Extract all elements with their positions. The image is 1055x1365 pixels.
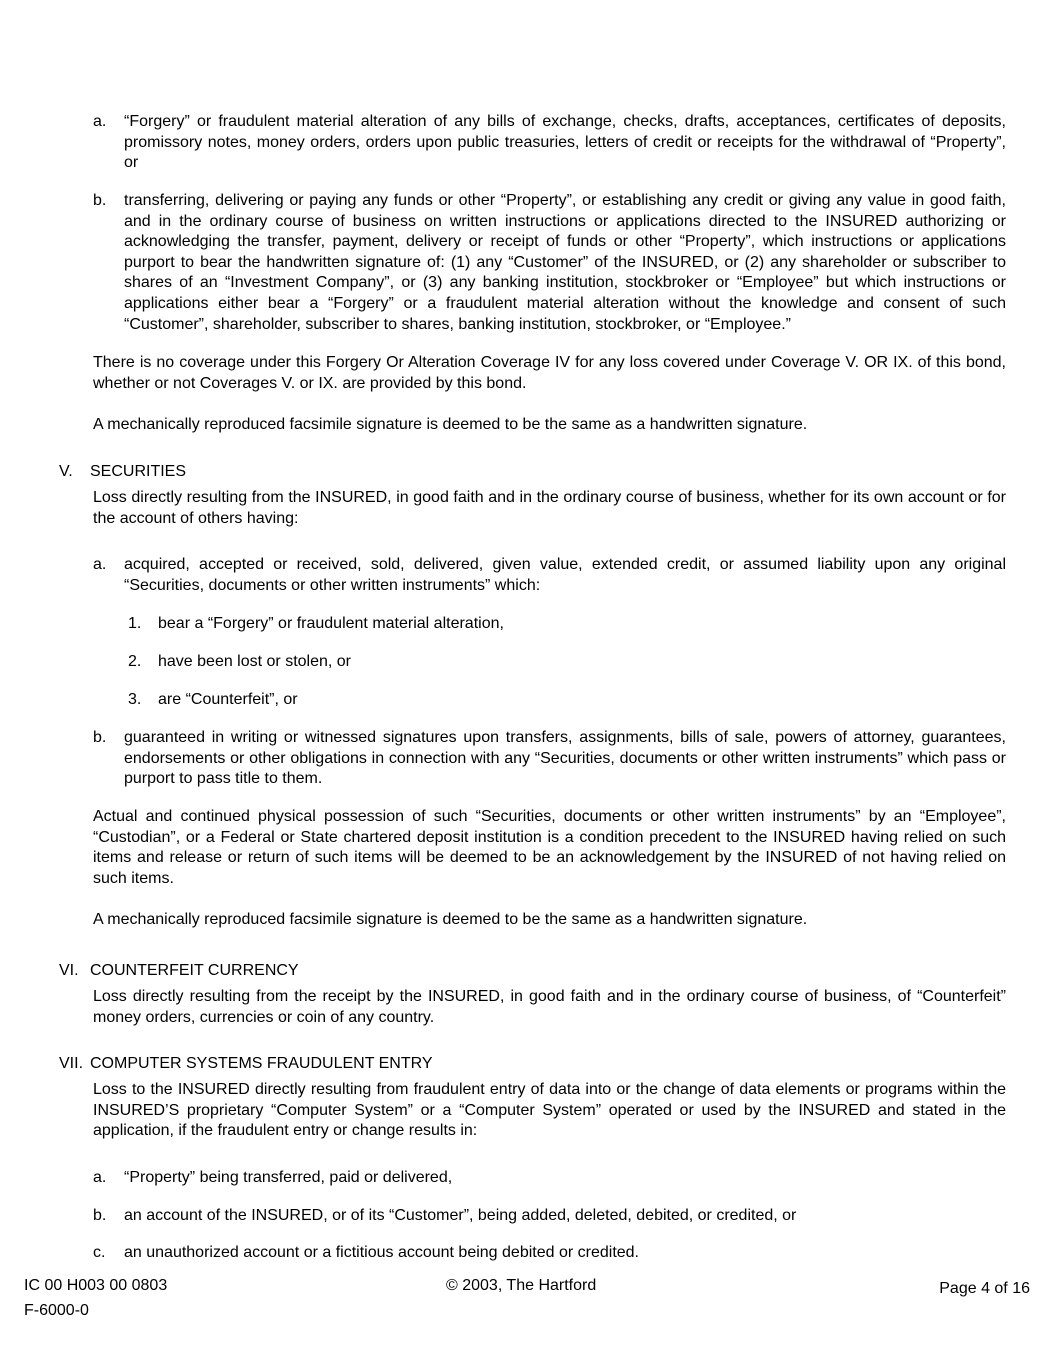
sublist-text: have been lost or stolen, or <box>158 653 352 670</box>
list-label: a. <box>93 113 107 130</box>
list-text: transferring, delivering or paying any funds or other “Property”, or establishing any credit or giving any value in good faith, and in the ordinary course of business on written instructions or applications directed to the INSURED authorizing or acknowledging the transfer, payment, delivery or receipt of funds or other “Property”, which instructions or applications purport to bear the handwritten signature of: (1) any “Customer” of the INSURED, or (2) any shareholder or subscriber to shares of an “Investment Company”, or (3) any banking institution, stockbroker or “Employee” but which instructions or applications either bear a “Forgery” or a fraudulent material alteration without the knowledge and consent of such “Customer”, shareholder, subscriber to shares, banking institution, stockbroker, or “Employee.” <box>124 192 1006 333</box>
footer-page-number: Page 4 of 16 <box>939 1280 1030 1297</box>
section-v-subitem-1 <box>128 614 1006 635</box>
section-vii-heading <box>59 1054 1006 1075</box>
list-text: guaranteed in writing or witnessed signatures upon transfers, assignments, bills of sale, powers of attorney, guarantees, endorsements or other obligations in connection with any “Securities, documents or other written instruments” which pass or purport to pass title to them. <box>124 729 1006 788</box>
section-vii-item-b <box>93 1206 1006 1227</box>
list-label: c. <box>93 1244 106 1261</box>
section-number: VII. <box>59 1055 84 1072</box>
section-title: COUNTERFEIT CURRENCY <box>90 962 299 979</box>
section-vii-item-c <box>93 1243 1006 1264</box>
sublist-label: 1. <box>128 615 142 632</box>
list-text: “Property” being transferred, paid or delivered, <box>124 1169 453 1186</box>
list-text: acquired, accepted or received, sold, delivered, given value, extended credit, or assumed liability upon any original “Securities, documents or other written instruments” which: <box>124 556 1006 594</box>
section-title: SECURITIES <box>90 463 187 480</box>
sublist-label: 2. <box>128 653 142 670</box>
sublist-label: 3. <box>128 691 142 708</box>
section-v-item-b <box>93 728 1006 790</box>
footer-form-number: IC 00 H003 00 0803 <box>24 1277 168 1294</box>
sublist-text: are “Counterfeit”, or <box>158 691 298 708</box>
footer-form-code: F-6000-0 <box>24 1302 89 1319</box>
sublist-text: bear a “Forgery” or fraudulent material alteration, <box>158 615 504 632</box>
intro-item-a <box>93 112 1006 174</box>
intro-paragraph-facsimile: A mechanically reproduced facsimile signature is deemed to be the same as a handwritten signature. <box>93 416 808 433</box>
section-title: COMPUTER SYSTEMS FRAUDULENT ENTRY <box>90 1055 433 1072</box>
section-number: VI. <box>59 962 79 979</box>
list-label: b. <box>93 1207 107 1224</box>
section-v-heading <box>59 462 1006 483</box>
section-v-item-a <box>93 555 1006 596</box>
list-text: “Forgery” or fraudulent material alteration of any bills of exchange, checks, drafts, acceptances, certificates of deposits, promissory notes, money orders, orders upon public treasuries, letters of credit or receipts for the withdrawal of “Property”, or <box>124 113 1006 172</box>
section-v-subitem-2 <box>128 652 1006 673</box>
footer-copyright: © 2003, The Hartford <box>446 1277 597 1294</box>
list-text: an unauthorized account or a fictitious account being debited or credited. <box>124 1244 639 1261</box>
section-v-paragraph: Loss directly resulting from the INSURED, in good faith and in the ordinary course of business, whether for its own account or for the account of others having: <box>93 489 1006 527</box>
section-number: V. <box>59 463 73 480</box>
list-label: b. <box>93 729 107 746</box>
section-vi-heading <box>59 961 1006 982</box>
section-v-possession-paragraph: Actual and continued physical possession of such “Securities, documents or other written instruments” by an “Employee”, “Custodian”, or a Federal or State chartered deposit institution is a condition precedent to the INSURED having relied on such items and release or return of such items will be deemed to be an acknowledgement by the INSURED of not having relied on such items. <box>93 808 1006 887</box>
list-label: a. <box>93 1169 107 1186</box>
list-label: b. <box>93 192 107 209</box>
intro-item-b <box>93 191 1006 335</box>
intro-paragraph-coverage: There is no coverage under this Forgery Or Alteration Coverage IV for any loss covered under Coverage V. OR IX. of this bond, whether or not Coverages V. or IX. are provided by this bond. <box>93 354 1006 392</box>
list-text: an account of the INSURED, or of its “Customer”, being added, deleted, debited, or credited, or <box>124 1207 797 1224</box>
section-v-subitem-3 <box>128 690 1006 711</box>
section-vii-paragraph: Loss to the INSURED directly resulting from fraudulent entry of data into or the change of data elements or programs within the INSURED’S proprietary “Computer System” or a “Computer System” operated or used by the INSURED and stated in the application, if the fraudulent entry or change results in: <box>93 1081 1006 1140</box>
section-v-facsimile-paragraph: A mechanically reproduced facsimile signature is deemed to be the same as a handwritten signature. <box>93 911 808 928</box>
list-label: a. <box>93 556 107 573</box>
section-vii-item-a <box>93 1168 1006 1189</box>
section-vi-paragraph: Loss directly resulting from the receipt by the INSURED, in good faith and in the ordinary course of business, of “Counterfeit” money orders, currencies or coin of any country. <box>93 988 1006 1026</box>
